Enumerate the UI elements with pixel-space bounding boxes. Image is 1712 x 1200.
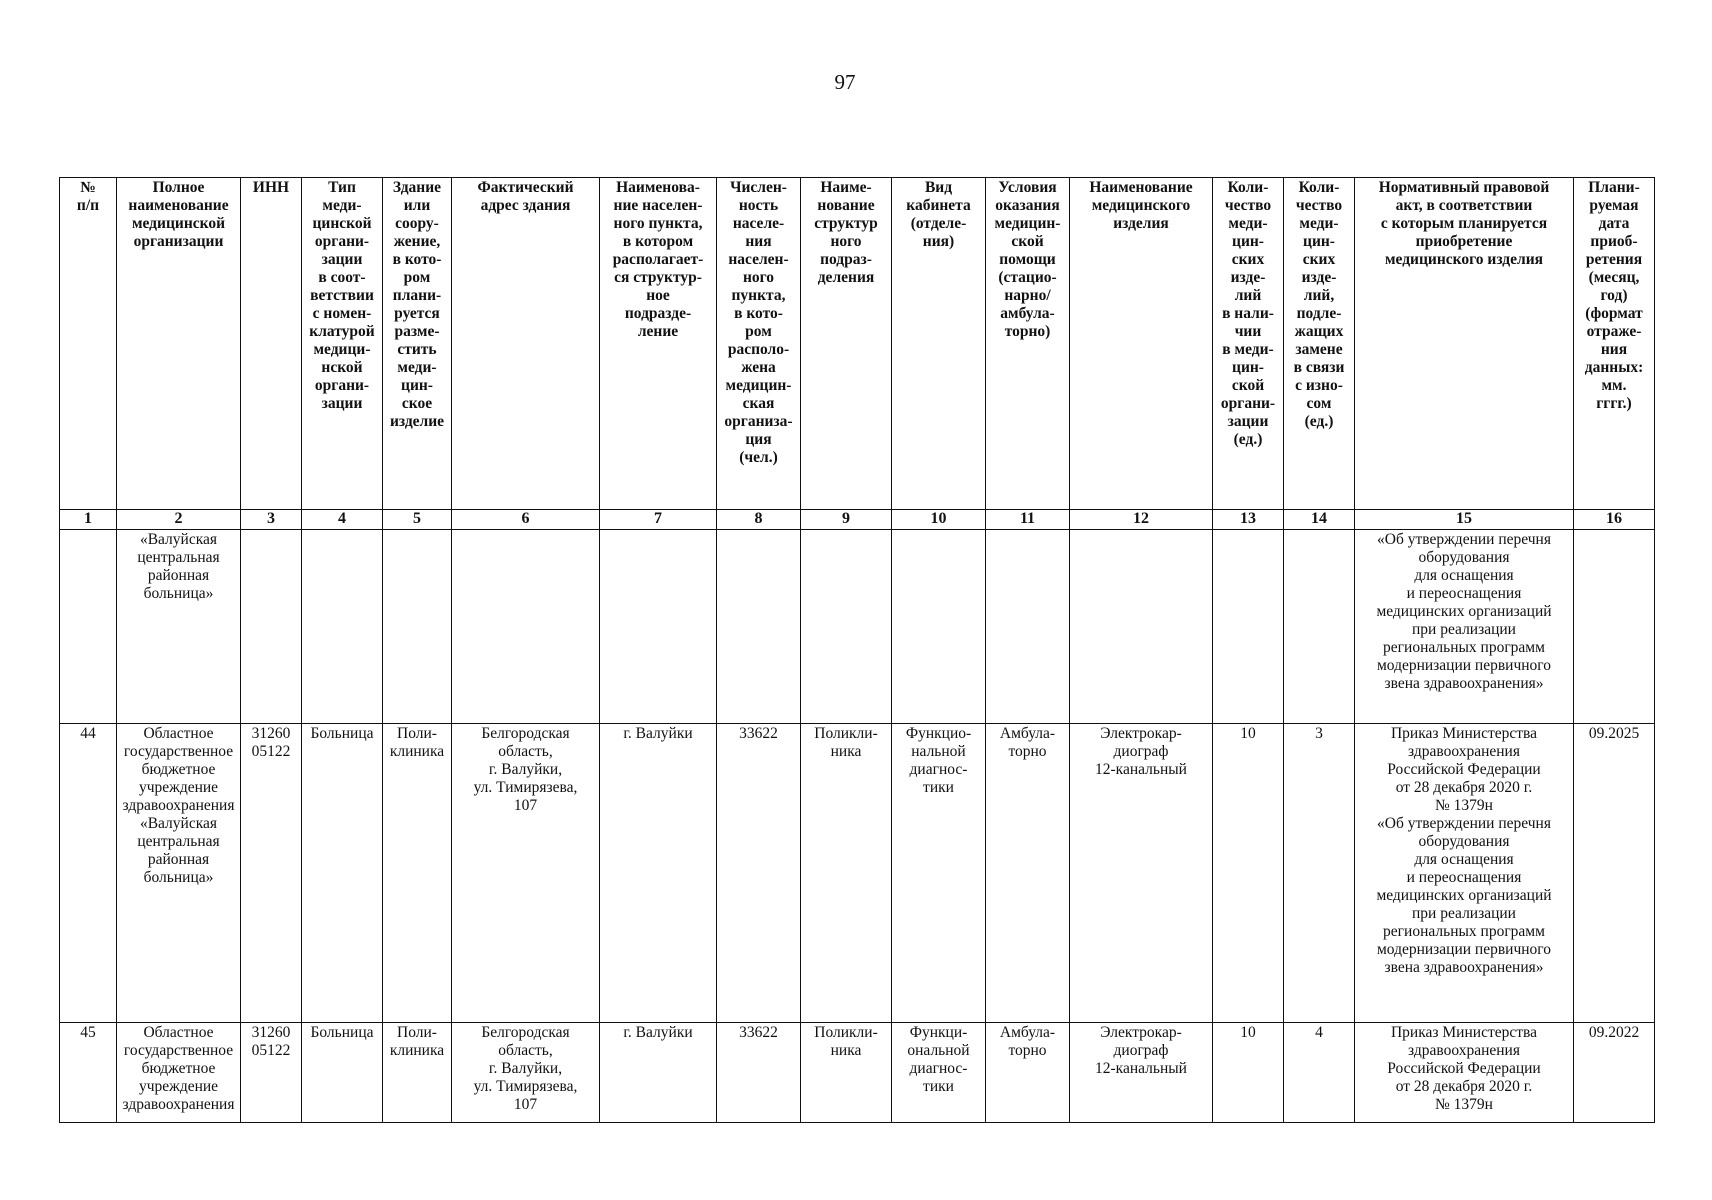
- organization-type-cell: Больница: [302, 1023, 383, 1123]
- organization-name-cell: Областное государственное бюджетное учреждение здравоохранения «Валуйская центральная районная больница»: [117, 724, 241, 1023]
- devices-to-replace-cell: 4: [1284, 1023, 1355, 1123]
- population-cell: 33622: [717, 1023, 801, 1123]
- care-conditions-cell: Амбула- торно: [986, 1023, 1070, 1123]
- column-number: 7: [600, 510, 717, 530]
- device-name-cell: Электрокар- диограф 12-канальный: [1070, 724, 1213, 1023]
- inn-cell: 31260 05122: [241, 1023, 302, 1123]
- department-cell: Функци- ональной диагнос- тики: [892, 1023, 986, 1123]
- column-number-row: [60, 510, 1655, 530]
- building-cell: Поли- клиника: [383, 1023, 452, 1123]
- devices-to-replace-cell: [1284, 530, 1355, 724]
- legal-act-cell: Приказ Министерства здравоохранения Российской Федерации от 28 декабря 2020 г. № 1379н: [1355, 1023, 1574, 1123]
- planned-date-cell: 09.2025: [1574, 724, 1655, 1023]
- legal-act-cell: Приказ Министерства здравоохранения Российской Федерации от 28 декабря 2020 г. № 1379н «Об утверждении перечня оборудования для оснащения и переоснащения медицинских организаций при реализации региональных программ модернизации первичного звена здравоохранения»: [1355, 724, 1574, 1023]
- column-number: 3: [241, 510, 302, 530]
- header-cell: Вид кабинета (отделе- ния): [892, 178, 986, 510]
- locality-cell: г. Валуйки: [600, 724, 717, 1023]
- column-number: 8: [717, 510, 801, 530]
- column-number: 9: [801, 510, 892, 530]
- unit-name-cell: Поликли- ника: [801, 724, 892, 1023]
- organization-name-cell: «Валуйская центральная районная больница»: [117, 530, 241, 724]
- planned-date-cell: 09.2022: [1574, 1023, 1655, 1123]
- column-number: 13: [1213, 510, 1284, 530]
- department-cell: Функцио- нальной диагнос- тики: [892, 724, 986, 1023]
- header-cell: Числен- ность населе- ния населен- ного пункта, в кото- ром располо- жена медицин- ская организа- ция (чел.): [717, 178, 801, 510]
- table-row: [60, 530, 1655, 724]
- column-number: 1: [60, 510, 117, 530]
- column-number: 2: [117, 510, 241, 530]
- device-name-cell: [1070, 530, 1213, 724]
- row-number-cell: 44: [60, 724, 117, 1023]
- address-cell: Белгородская область, г. Валуйки, ул. Тимирязева, 107: [452, 1023, 600, 1123]
- header-cell: Плани- руемая дата приоб- ретения (месяц, год) (формат отраже- ния данных: мм. гггг.): [1574, 178, 1655, 510]
- header-row: [60, 178, 1655, 510]
- row-number-cell: 45: [60, 1023, 117, 1123]
- population-cell: 33622: [717, 724, 801, 1023]
- header-cell: Тип меди- цинской органи- зации в соот- ветствии с номен- клатурой медици- нской органи- зации: [302, 178, 383, 510]
- organization-type-cell: [302, 530, 383, 724]
- header-cell: Наименование медицинского изделия: [1070, 178, 1213, 510]
- devices-to-replace-cell: 3: [1284, 724, 1355, 1023]
- page-number: 97: [834, 70, 856, 94]
- column-number: 12: [1070, 510, 1213, 530]
- header-cell: Наиме- нование структур ного подраз- деления: [801, 178, 892, 510]
- header-cell: Здание или соору- жение, в кото- ром плани- руется разме- стить меди- цин- ское изделие: [383, 178, 452, 510]
- care-conditions-cell: Амбула- торно: [986, 724, 1070, 1023]
- inn-cell: [241, 530, 302, 724]
- building-cell: Поли- клиника: [383, 724, 452, 1023]
- column-number: 4: [302, 510, 383, 530]
- column-number: 10: [892, 510, 986, 530]
- unit-name-cell: [801, 530, 892, 724]
- device-name-cell: Электрокар- диограф 12-канальный: [1070, 1023, 1213, 1123]
- header-cell: Наименова- ние населен- ного пункта, в котором располагает- ся структур- ное подразде- ление: [600, 178, 717, 510]
- header-cell: Коли- чество меди- цин- ских изде- лий в нали- чии в меди- цин- ской органи- зации (ед.): [1213, 178, 1284, 510]
- planned-date-cell: [1574, 530, 1655, 724]
- header-cell: Условия оказания медицин- ской помощи (стацио- нарно/ амбула- торно): [986, 178, 1070, 510]
- devices-available-cell: [1213, 530, 1284, 724]
- column-number: 16: [1574, 510, 1655, 530]
- care-conditions-cell: [986, 530, 1070, 724]
- column-number: 11: [986, 510, 1070, 530]
- header-cell: № п/п: [60, 178, 117, 510]
- column-number: 6: [452, 510, 600, 530]
- header-cell: ИНН: [241, 178, 302, 510]
- unit-name-cell: Поликли- ника: [801, 1023, 892, 1123]
- row-number-cell: [60, 530, 117, 724]
- column-number: 5: [383, 510, 452, 530]
- legal-act-cell: «Об утверждении перечня оборудования для оснащения и переоснащения медицинских организаций при реализации региональных программ модернизации первичного звена здравоохранения»: [1355, 530, 1574, 724]
- inn-cell: 31260 05122: [241, 724, 302, 1023]
- address-cell: [452, 530, 600, 724]
- population-cell: [717, 530, 801, 724]
- locality-cell: [600, 530, 717, 724]
- department-cell: [892, 530, 986, 724]
- header-cell: Фактический адрес здания: [452, 178, 600, 510]
- header-cell: Коли- чество меди- цин- ских изде- лий, подле- жащих замене в связи с изно- сом (ед.): [1284, 178, 1355, 510]
- table-row: [60, 724, 1655, 1023]
- devices-available-cell: 10: [1213, 1023, 1284, 1123]
- building-cell: [383, 530, 452, 724]
- header-cell: Нормативный правовой акт, в соответствии с которым планируется приобретение медицинского изделия: [1355, 178, 1574, 510]
- organization-type-cell: Больница: [302, 724, 383, 1023]
- column-number: 14: [1284, 510, 1355, 530]
- table-row: [60, 1023, 1655, 1123]
- locality-cell: г. Валуйки: [600, 1023, 717, 1123]
- devices-available-cell: 10: [1213, 724, 1284, 1023]
- equipment-table: [59, 177, 1655, 1123]
- header-cell: Полное наименование медицинской организации: [117, 178, 241, 510]
- organization-name-cell: Областное государственное бюджетное учреждение здравоохранения: [117, 1023, 241, 1123]
- column-number: 15: [1355, 510, 1574, 530]
- address-cell: Белгородская область, г. Валуйки, ул. Тимирязева, 107: [452, 724, 600, 1023]
